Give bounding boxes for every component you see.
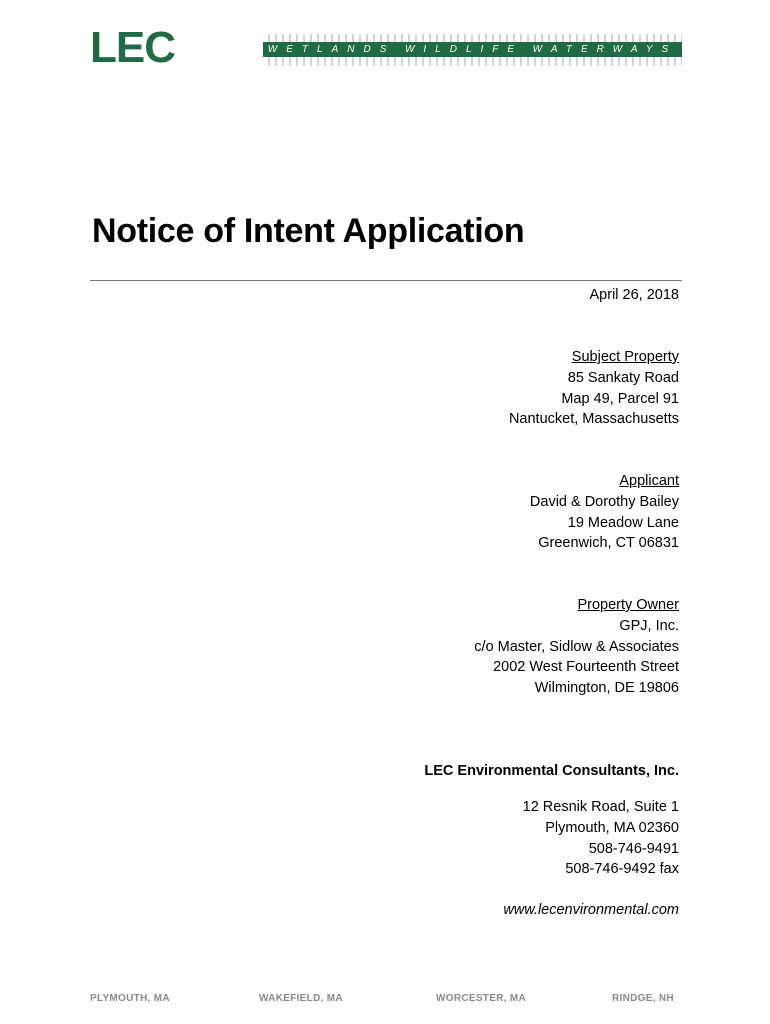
tagline-waterways: WATERWAYS	[532, 44, 678, 55]
subject-property-heading: Subject Property	[571, 349, 679, 365]
applicant-line: Greenwich, CT 06831	[538, 535, 679, 552]
date-block	[590, 285, 679, 306]
subject-property-block	[509, 347, 679, 430]
consultant-name: LEC Environmental Consultants, Inc.	[424, 763, 679, 779]
applicant-line: David & Dorothy Bailey	[529, 493, 679, 510]
footer-office-plymouth: PLYMOUTH, MA	[90, 993, 170, 1004]
subject-property-line: 85 Sankaty Road	[567, 369, 679, 386]
consultant-address-block	[523, 797, 679, 880]
consultant-line: 508-746-9491	[588, 840, 679, 857]
applicant-line: 19 Meadow Lane	[567, 514, 679, 531]
title-divider	[90, 280, 682, 281]
property-owner-line: Wilmington, DE 19806	[534, 680, 679, 697]
consultant-website: www.lecenvironmental.com	[503, 902, 679, 918]
applicant-heading: Applicant	[619, 473, 679, 489]
document-title: Notice of Intent Application	[92, 212, 525, 250]
consultant-line: 508-746-9492 fax	[565, 861, 679, 878]
tagline-wetlands: WETLANDS	[267, 44, 396, 55]
website-block	[503, 900, 679, 921]
footer-office-wakefield: WAKEFIELD, MA	[259, 993, 343, 1004]
consultant-name-block	[424, 761, 679, 782]
property-owner-line: GPJ, Inc.	[619, 617, 679, 634]
footer-office-worcester: WORCESTER, MA	[436, 993, 527, 1004]
property-owner-heading: Property Owner	[577, 597, 679, 613]
consultant-line: 12 Resnik Road, Suite 1	[522, 799, 679, 815]
subject-property-line: Nantucket, Massachusetts	[508, 411, 679, 428]
footer-office-rindge: RINDGE, NH	[612, 993, 674, 1004]
tagline-bar	[263, 42, 682, 57]
tagline-wildlife: WILDLIFE	[404, 44, 524, 55]
consultant-line: Plymouth, MA 02360	[545, 819, 679, 836]
property-owner-line: 2002 West Fourteenth Street	[493, 659, 679, 676]
property-owner-block	[474, 595, 679, 699]
property-owner-line: c/o Master, Sidlow & Associates	[474, 638, 679, 655]
document-date: April 26, 2018	[589, 287, 679, 303]
subject-property-line: Map 49, Parcel 91	[561, 390, 679, 407]
lec-logo: LEC	[90, 23, 175, 72]
applicant-block	[530, 471, 679, 554]
tagline-banner	[263, 34, 682, 66]
